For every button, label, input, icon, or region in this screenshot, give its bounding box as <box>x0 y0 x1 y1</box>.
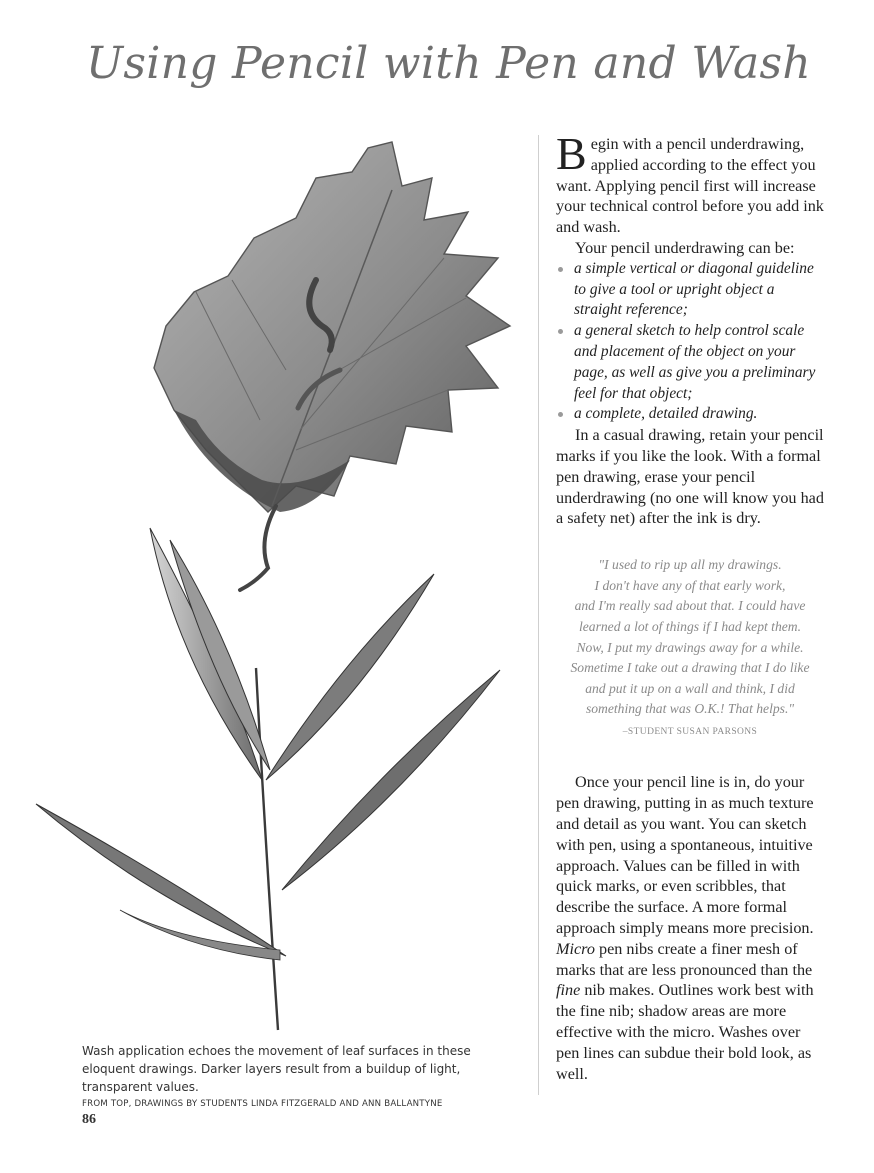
quote-line: something that was O.K.! That helps." <box>585 701 795 717</box>
oak-leaf-drawing <box>154 142 510 590</box>
micro-term: Micro <box>556 939 595 958</box>
quote-line: and I'm really sad about that. I could have <box>574 598 806 614</box>
quote-line: and put it up on a wall and think, I did <box>585 680 795 696</box>
page-title: Using Pencil with Pen and Wash <box>86 38 812 89</box>
drop-cap: B <box>556 128 587 179</box>
list-item: a complete, detailed drawing. <box>556 404 824 425</box>
intro-text: egin with a pencil underdrawing, applied according to the effect you want. Applying pencil first will increase your technical control before you add ink and wash. <box>556 135 824 237</box>
column-divider <box>538 135 539 1095</box>
pull-quote <box>556 555 824 742</box>
page-number: 86 <box>82 1112 96 1127</box>
underdrawing-options-list <box>556 259 824 425</box>
list-lead: Your pencil underdrawing can be: <box>575 238 795 257</box>
bullet-icon <box>558 267 563 272</box>
quote-line: learned a lot of things if I had kept them. <box>578 618 801 634</box>
casual-paragraph: In a casual drawing, retain your pencil marks if you like the look. With a formal pen drawing, erase your pencil underdrawing (no one will know you had a safety net) after the ink is dry. <box>556 426 824 528</box>
caption-text: Wash application echoes the movement of leaf surfaces in these eloquent drawings. Darker layers result from a buildup of light, transparent values. <box>82 1044 471 1094</box>
fine-term: fine <box>556 981 581 1000</box>
closing-paragraph: Once your pencil line is in, do your pen drawing, putting in as much texture and detail as you want. You can sketch with pen, using a spontaneous, intuitive approach. Values can be filled in with quick marks, or even scribbles, that describe the surface. A more formal approach simply means more precision. Micro pen nibs create a finer mesh of marks that are less pronounced than the fine nib makes. Outlines work best with the fine nib; shadow areas are more effective with the micro. Washes over pen lines can subdue their bold look, as well. <box>556 773 814 1083</box>
quote-line: Now, I put my drawings away for a while. <box>576 639 804 655</box>
list-item: a simple vertical or diagonal guideline to give a tool or upright object a straight reference; <box>556 259 824 321</box>
quote-line: Sometime I take out a drawing that I do like <box>570 660 810 676</box>
caption-credit: FROM TOP, DRAWINGS BY STUDENTS LINDA FITZGERALD AND ANN BALLANTYNE <box>82 1099 443 1109</box>
leaf-drawings-illustration <box>0 120 540 1040</box>
body-text-column <box>556 128 824 1084</box>
grass-stalk-drawing <box>36 528 500 1030</box>
quote-line: "I used to rip up all my drawings. <box>598 557 782 573</box>
intro-paragraph <box>556 128 824 238</box>
bullet-icon <box>558 412 563 417</box>
quote-line: I don't have any of that early work, <box>594 577 786 593</box>
bullet-icon <box>558 329 563 334</box>
list-item: a general sketch to help control scale and placement of the object on your page, as well as give you a preliminary feel for that object; <box>556 321 824 404</box>
figure-caption <box>82 1042 522 1111</box>
quote-attribution: –STUDENT SUSAN PARSONS <box>622 726 758 737</box>
